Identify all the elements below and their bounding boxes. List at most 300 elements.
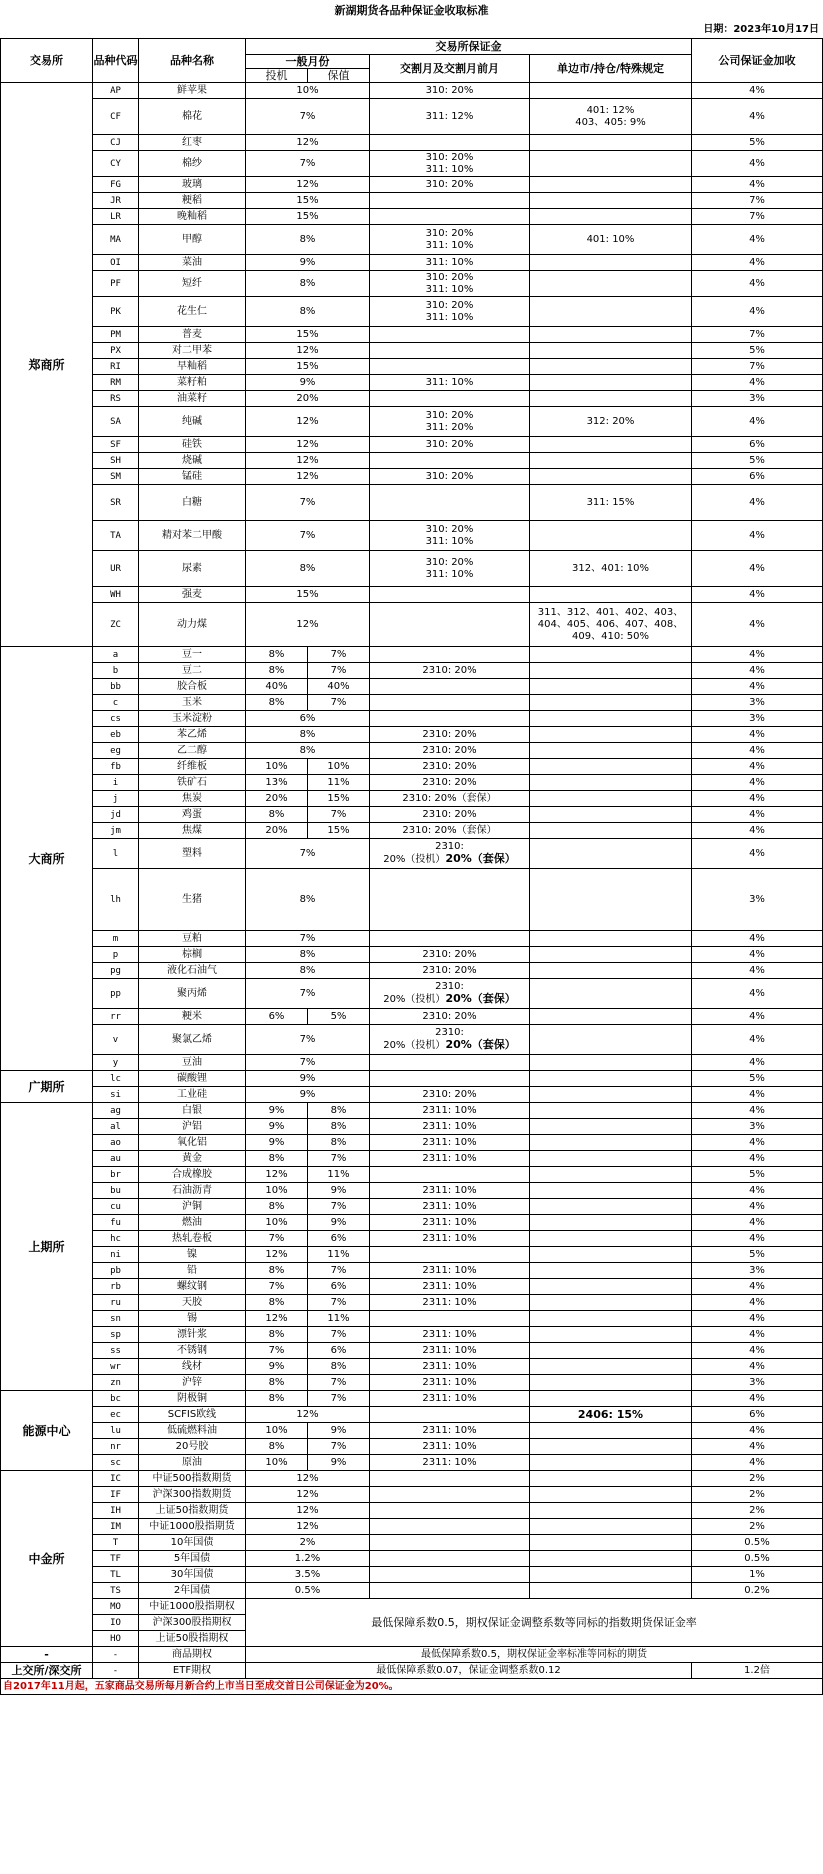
table-row [1, 1487, 823, 1503]
special-margin-cell [530, 695, 692, 711]
general-margin-cell: 8% [246, 869, 370, 931]
name-cell: 烧碱 [139, 453, 246, 469]
table-row [1, 1519, 823, 1535]
name-cell: 白糖 [139, 485, 246, 521]
table-row [1, 963, 823, 979]
code-cell: cs [93, 711, 139, 727]
company-add-cell: 4% [692, 587, 823, 603]
name-cell: 沪深300指数期货 [139, 1487, 246, 1503]
hedge-margin-cell: 8% [308, 1359, 370, 1375]
name-cell: 聚氯乙烯 [139, 1025, 246, 1055]
delivery-margin-cell: 2311: 10% [370, 1327, 530, 1343]
option-note-cell: 最低保障系数0.5，期权保证金调整系数等同标的指数期货保证金率 [246, 1599, 823, 1647]
table-row [1, 979, 823, 1009]
company-add-cell: 4% [692, 947, 823, 963]
general-margin-cell: 7% [246, 151, 370, 177]
hedge-margin-cell: 9% [308, 1423, 370, 1439]
table-row [1, 1087, 823, 1103]
code-cell: IM [93, 1519, 139, 1535]
general-margin-cell: 1.2% [246, 1551, 370, 1567]
spec-margin-cell: 12% [246, 1247, 308, 1263]
company-add-cell: 6% [692, 437, 823, 453]
delivery-margin-cell: 2310: 20% [370, 743, 530, 759]
code-cell: v [93, 1025, 139, 1055]
spec-margin-cell: 9% [246, 1119, 308, 1135]
code-cell: ru [93, 1295, 139, 1311]
hedge-margin-cell: 11% [308, 775, 370, 791]
delivery-margin-cell: 310: 20% [370, 83, 530, 99]
name-cell: 聚丙烯 [139, 979, 246, 1009]
delivery-margin-cell [370, 453, 530, 469]
spec-margin-cell: 7% [246, 1231, 308, 1247]
special-margin-cell [530, 343, 692, 359]
delivery-margin-cell: 2311: 10% [370, 1231, 530, 1247]
table-row [1, 193, 823, 209]
code-cell: au [93, 1151, 139, 1167]
general-margin-cell: 12% [246, 1503, 370, 1519]
name-cell: 胶合板 [139, 679, 246, 695]
general-margin-cell: 8% [246, 743, 370, 759]
table-row [1, 1055, 823, 1071]
code-cell: IC [93, 1471, 139, 1487]
special-margin-cell [530, 1167, 692, 1183]
company-add-cell: 5% [692, 1071, 823, 1087]
delivery-margin-cell: 2311: 10% [370, 1215, 530, 1231]
company-add-cell: 6% [692, 1407, 823, 1423]
delivery-margin-cell [370, 869, 530, 931]
special-margin-cell [530, 931, 692, 947]
code-cell: rr [93, 1009, 139, 1025]
table-row [1, 1423, 823, 1439]
spec-margin-cell: 12% [246, 1167, 308, 1183]
table-row [1, 343, 823, 359]
hedge-margin-cell: 9% [308, 1183, 370, 1199]
table-row [1, 1025, 823, 1055]
name-cell: 上证50股指期权 [139, 1631, 246, 1647]
general-margin-cell: 12% [246, 1471, 370, 1487]
code-cell: sn [93, 1311, 139, 1327]
company-add-cell: 2% [692, 1503, 823, 1519]
code-cell: b [93, 663, 139, 679]
name-cell: 工业硅 [139, 1087, 246, 1103]
company-add-cell: 4% [692, 1295, 823, 1311]
table-row [1, 1231, 823, 1247]
table-row [1, 823, 823, 839]
header-code: 品种代码 [93, 39, 139, 83]
table-row [1, 485, 823, 521]
table-row [1, 711, 823, 727]
code-cell: SA [93, 407, 139, 437]
special-margin-cell [530, 1247, 692, 1263]
table-row [1, 759, 823, 775]
delivery-margin-cell: 2311: 10% [370, 1455, 530, 1471]
company-add-cell: 7% [692, 327, 823, 343]
name-cell: 鲜苹果 [139, 83, 246, 99]
code-cell: m [93, 931, 139, 947]
table-row [1, 1471, 823, 1487]
special-margin-cell: 2406: 15% [530, 1407, 692, 1423]
delivery-margin-cell [370, 1055, 530, 1071]
table-row [1, 391, 823, 407]
table-row [1, 135, 823, 151]
delivery-margin-cell [370, 1551, 530, 1567]
special-margin-cell [530, 587, 692, 603]
table-row [1, 1455, 823, 1471]
special-margin-cell [530, 1343, 692, 1359]
spec-margin-cell: 8% [246, 1391, 308, 1407]
name-cell: 白银 [139, 1103, 246, 1119]
special-margin-cell [530, 1439, 692, 1455]
company-add-cell: 2% [692, 1519, 823, 1535]
name-cell: 沪铝 [139, 1119, 246, 1135]
delivery-margin-cell [370, 1311, 530, 1327]
company-add-cell: 4% [692, 1135, 823, 1151]
special-margin-cell [530, 663, 692, 679]
special-margin-cell: 311: 15% [530, 485, 692, 521]
delivery-margin-cell [370, 679, 530, 695]
delivery-margin-cell [370, 1167, 530, 1183]
general-margin-cell: 15% [246, 587, 370, 603]
table-row [1, 1359, 823, 1375]
exchange-cell: 上期所 [1, 1103, 93, 1391]
name-cell: 玻璃 [139, 177, 246, 193]
spec-margin-cell: 8% [246, 1327, 308, 1343]
name-cell: 晚籼稻 [139, 209, 246, 225]
name-cell: 沪深300股指期权 [139, 1615, 246, 1631]
general-margin-cell: 12% [246, 1487, 370, 1503]
name-cell: 花生仁 [139, 297, 246, 327]
name-cell: 锡 [139, 1311, 246, 1327]
company-add-cell: 4% [692, 225, 823, 255]
delivery-margin-cell [370, 1487, 530, 1503]
code-cell: JR [93, 193, 139, 209]
general-margin-cell: 0.5% [246, 1583, 370, 1599]
company-add-cell: 2% [692, 1487, 823, 1503]
name-cell: 甲醇 [139, 225, 246, 255]
delivery-margin-cell [370, 135, 530, 151]
hedge-margin-cell: 8% [308, 1119, 370, 1135]
delivery-margin-cell: 2311: 10% [370, 1359, 530, 1375]
code-cell: fb [93, 759, 139, 775]
special-margin-cell [530, 297, 692, 327]
name-cell: 沪铜 [139, 1199, 246, 1215]
spec-margin-cell: 8% [246, 1375, 308, 1391]
hedge-margin-cell: 11% [308, 1167, 370, 1183]
special-margin-cell [530, 391, 692, 407]
company-add-cell: 3% [692, 391, 823, 407]
special-margin-cell: 401: 10% [530, 225, 692, 255]
company-add-cell: 4% [692, 375, 823, 391]
code-cell: hc [93, 1231, 139, 1247]
name-cell: 线材 [139, 1359, 246, 1375]
spec-margin-cell: 10% [246, 1455, 308, 1471]
name-cell: 碳酸锂 [139, 1071, 246, 1087]
code-cell: bb [93, 679, 139, 695]
company-add-cell: 4% [692, 1151, 823, 1167]
table-row [1, 99, 823, 135]
company-add-cell: 7% [692, 359, 823, 375]
name-cell: 氧化铝 [139, 1135, 246, 1151]
code-cell: CY [93, 151, 139, 177]
spec-margin-cell: 40% [246, 679, 308, 695]
delivery-margin-cell: 310: 20% 311: 10% [370, 521, 530, 551]
special-margin-cell [530, 679, 692, 695]
company-add-cell: 4% [692, 1055, 823, 1071]
page-title: 新湖期货各品种保证金收取标准 [334, 4, 489, 17]
name-cell: 10年国债 [139, 1535, 246, 1551]
company-add-cell: 4% [692, 255, 823, 271]
special-margin-cell [530, 775, 692, 791]
delivery-margin-cell: 2310: 20%（投机）20%（套保） [370, 839, 530, 869]
table-row [1, 1167, 823, 1183]
company-add-cell: 3% [692, 1375, 823, 1391]
name-cell: 30年国债 [139, 1567, 246, 1583]
code-cell: OI [93, 255, 139, 271]
exchange-cell: 上交所/深交所 [1, 1663, 93, 1679]
company-add-cell: 4% [692, 931, 823, 947]
hedge-margin-cell: 40% [308, 679, 370, 695]
name-cell: 铁矿石 [139, 775, 246, 791]
company-add-cell: 5% [692, 135, 823, 151]
spec-margin-cell: 8% [246, 647, 308, 663]
table-row [1, 603, 823, 647]
delivery-margin-cell: 2310: 20%（投机）20%（套保） [370, 1025, 530, 1055]
general-margin-cell: 12% [246, 1407, 370, 1423]
name-cell: 石油沥青 [139, 1183, 246, 1199]
special-margin-cell [530, 759, 692, 775]
hedge-margin-cell: 7% [308, 1295, 370, 1311]
name-cell: 塑料 [139, 839, 246, 869]
code-cell: bc [93, 1391, 139, 1407]
delivery-margin-cell: 2310: 20%（套保） [370, 823, 530, 839]
company-add-cell: 6% [692, 469, 823, 485]
special-margin-cell [530, 469, 692, 485]
delivery-margin-cell [370, 359, 530, 375]
spec-margin-cell: 7% [246, 1279, 308, 1295]
hedge-margin-cell: 6% [308, 1343, 370, 1359]
table-row [1, 1103, 823, 1119]
code-cell: cu [93, 1199, 139, 1215]
delivery-margin-cell: 311: 10% [370, 255, 530, 271]
code-cell: SF [93, 437, 139, 453]
special-margin-cell [530, 727, 692, 743]
general-margin-cell: 12% [246, 177, 370, 193]
code-cell: y [93, 1055, 139, 1071]
spec-margin-cell: 8% [246, 1263, 308, 1279]
table-row [1, 271, 823, 297]
code-cell: bu [93, 1183, 139, 1199]
special-margin-cell [530, 135, 692, 151]
name-cell: 铅 [139, 1263, 246, 1279]
company-add-cell: 4% [692, 979, 823, 1009]
table-row [1, 1119, 823, 1135]
company-add-cell: 4% [692, 1359, 823, 1375]
company-add-cell: 7% [692, 209, 823, 225]
company-add-cell: 1.2倍 [692, 1663, 823, 1679]
company-add-cell: 4% [692, 551, 823, 587]
delivery-margin-cell [370, 209, 530, 225]
name-cell: 豆油 [139, 1055, 246, 1071]
spec-margin-cell: 10% [246, 759, 308, 775]
company-add-cell: 4% [692, 1439, 823, 1455]
delivery-margin-cell: 2311: 10% [370, 1391, 530, 1407]
report-date: 日期：2023年10月17日 [703, 24, 819, 35]
spec-margin-cell: 12% [246, 1311, 308, 1327]
name-cell: 硅铁 [139, 437, 246, 453]
code-cell: eg [93, 743, 139, 759]
code-cell: - [93, 1663, 139, 1679]
header-hedge: 保值 [308, 69, 370, 83]
delivery-margin-cell [370, 1567, 530, 1583]
name-cell: 短纤 [139, 271, 246, 297]
company-add-cell: 4% [692, 603, 823, 647]
special-margin-cell [530, 255, 692, 271]
company-add-cell: 5% [692, 343, 823, 359]
delivery-margin-cell: 311: 10% [370, 375, 530, 391]
company-add-cell: 0.5% [692, 1551, 823, 1567]
code-cell: nr [93, 1439, 139, 1455]
special-margin-cell [530, 743, 692, 759]
hedge-margin-cell: 7% [308, 1199, 370, 1215]
spec-margin-cell: 9% [246, 1135, 308, 1151]
name-cell: 原油 [139, 1455, 246, 1471]
code-cell: PK [93, 297, 139, 327]
special-margin-cell [530, 979, 692, 1009]
option-note-cell: 最低保障系数0.07，保证金调整系数0.12 [246, 1663, 692, 1679]
company-add-cell: 1% [692, 1567, 823, 1583]
delivery-margin-cell: 310: 20% 311: 10% [370, 271, 530, 297]
spec-margin-cell: 8% [246, 1295, 308, 1311]
name-cell: 粳稻 [139, 193, 246, 209]
company-add-cell: 4% [692, 177, 823, 193]
hedge-margin-cell: 11% [308, 1247, 370, 1263]
general-margin-cell: 8% [246, 947, 370, 963]
name-cell: 不锈钢 [139, 1343, 246, 1359]
delivery-margin-cell: 2310: 20% [370, 963, 530, 979]
table-row [1, 1583, 823, 1599]
special-margin-cell [530, 1183, 692, 1199]
table-row [1, 679, 823, 695]
header-general-month: 一般月份 [246, 55, 370, 69]
special-margin-cell [530, 791, 692, 807]
special-margin-cell [530, 1423, 692, 1439]
general-margin-cell: 8% [246, 225, 370, 255]
hedge-margin-cell: 6% [308, 1279, 370, 1295]
table-row [1, 1407, 823, 1423]
company-add-cell: 4% [692, 743, 823, 759]
general-margin-cell: 15% [246, 209, 370, 225]
code-cell: p [93, 947, 139, 963]
hedge-margin-cell: 7% [308, 647, 370, 663]
special-margin-cell [530, 807, 692, 823]
delivery-margin-cell: 2310: 20%（投机）20%（套保） [370, 979, 530, 1009]
name-cell: 天胶 [139, 1295, 246, 1311]
special-margin-cell [530, 151, 692, 177]
delivery-margin-cell: 2311: 10% [370, 1423, 530, 1439]
delivery-margin-cell: 2310: 20% [370, 807, 530, 823]
company-add-cell: 4% [692, 1455, 823, 1471]
code-cell: j [93, 791, 139, 807]
delivery-margin-cell: 2310: 20% [370, 663, 530, 679]
name-cell: 粳米 [139, 1009, 246, 1025]
header-name: 品种名称 [139, 39, 246, 83]
general-margin-cell: 12% [246, 343, 370, 359]
name-cell: 低硫燃料油 [139, 1423, 246, 1439]
special-margin-cell [530, 1279, 692, 1295]
general-margin-cell: 10% [246, 83, 370, 99]
company-add-cell: 5% [692, 1167, 823, 1183]
table-row [1, 1647, 823, 1663]
table-row [1, 469, 823, 485]
delivery-margin-cell [370, 647, 530, 663]
general-margin-cell: 8% [246, 963, 370, 979]
company-add-cell: 4% [692, 1025, 823, 1055]
hedge-margin-cell: 7% [308, 1263, 370, 1279]
table-row [1, 727, 823, 743]
hedge-margin-cell: 7% [308, 807, 370, 823]
table-row [1, 1535, 823, 1551]
company-add-cell: 0.2% [692, 1583, 823, 1599]
code-cell: ec [93, 1407, 139, 1423]
code-cell: jd [93, 807, 139, 823]
company-add-cell: 3% [692, 711, 823, 727]
code-cell: sp [93, 1327, 139, 1343]
hedge-margin-cell: 7% [308, 1375, 370, 1391]
general-margin-cell: 3.5% [246, 1567, 370, 1583]
name-cell: 红枣 [139, 135, 246, 151]
company-add-cell: 4% [692, 663, 823, 679]
code-cell: pb [93, 1263, 139, 1279]
table-row [1, 1663, 823, 1679]
general-margin-cell: 12% [246, 603, 370, 647]
hedge-margin-cell: 6% [308, 1231, 370, 1247]
general-margin-cell: 7% [246, 931, 370, 947]
code-cell: jm [93, 823, 139, 839]
code-cell: RM [93, 375, 139, 391]
delivery-margin-cell: 310: 20% 311: 10% [370, 297, 530, 327]
special-margin-cell [530, 1455, 692, 1471]
code-cell: SR [93, 485, 139, 521]
special-margin-cell [530, 209, 692, 225]
spec-margin-cell: 9% [246, 1359, 308, 1375]
hedge-margin-cell: 9% [308, 1215, 370, 1231]
general-margin-cell: 7% [246, 979, 370, 1009]
general-margin-cell: 7% [246, 1025, 370, 1055]
code-cell: TS [93, 1583, 139, 1599]
code-cell: ao [93, 1135, 139, 1151]
name-cell: 上证50指数期货 [139, 1503, 246, 1519]
general-margin-cell: 8% [246, 551, 370, 587]
general-margin-cell: 7% [246, 485, 370, 521]
code-cell: MO [93, 1599, 139, 1615]
table-row [1, 1215, 823, 1231]
spec-margin-cell: 8% [246, 1439, 308, 1455]
code-cell: ag [93, 1103, 139, 1119]
table-row [1, 437, 823, 453]
name-cell: 螺纹钢 [139, 1279, 246, 1295]
name-cell: 热轧卷板 [139, 1231, 246, 1247]
company-add-cell: 4% [692, 775, 823, 791]
table-row [1, 663, 823, 679]
table-row [1, 587, 823, 603]
name-cell: 乙二醇 [139, 743, 246, 759]
table-row [1, 225, 823, 255]
general-margin-cell: 8% [246, 271, 370, 297]
exchange-cell: 大商所 [1, 647, 93, 1071]
spec-margin-cell: 10% [246, 1215, 308, 1231]
company-add-cell: 4% [692, 99, 823, 135]
name-cell: 菜籽粕 [139, 375, 246, 391]
